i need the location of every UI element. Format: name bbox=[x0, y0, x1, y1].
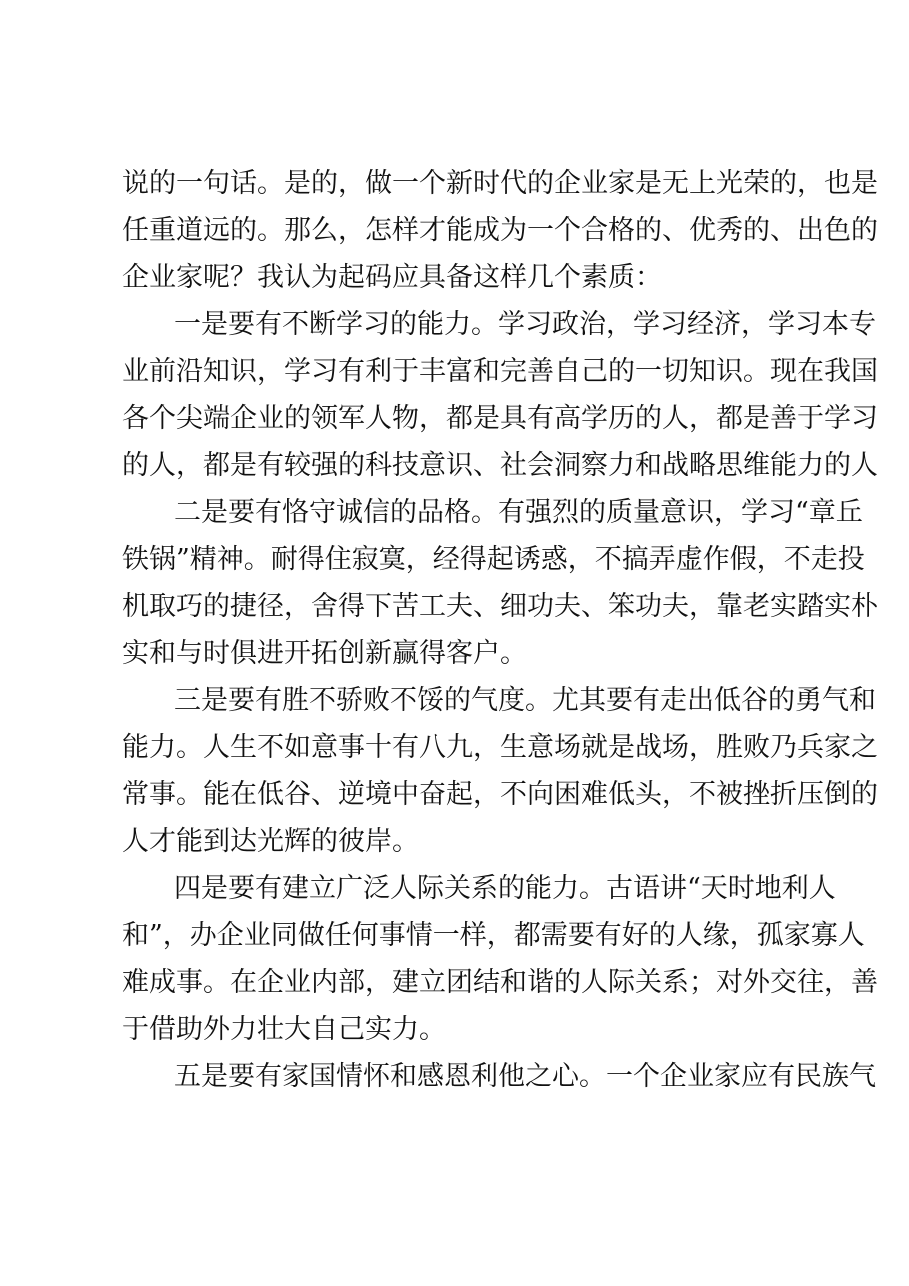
text-line: 一是要有不断学习的能力。学习政治，学习经济，学习本专 bbox=[174, 309, 876, 340]
text-line: 业前沿知识，学习有利于丰富和完善自己的一切知识。现在我国 bbox=[122, 356, 878, 387]
text-line: 五是要有家国情怀和感恩利他之心。一个企业家应有民族气 bbox=[174, 1061, 876, 1092]
text-line: 和”，办企业同做任何事情一样，都需要有好的人缘，孤家寡人 bbox=[122, 920, 865, 951]
text-line: 于借助外力壮大自己实力。 bbox=[122, 1014, 446, 1045]
text-line: 的人，都是有较强的科技意识、社会洞察力和战略思维能力的人 bbox=[122, 450, 878, 481]
paragraph bbox=[122, 301, 878, 489]
text-line: 四是要有建立广泛人际关系的能力。古语讲“天时地利人 bbox=[174, 873, 836, 904]
paragraph bbox=[122, 160, 878, 301]
text-line: 三是要有胜不骄败不馁的气度。尤其要有走出低谷的勇气和 bbox=[174, 685, 876, 716]
text-line: 二是要有恪守诚信的品格。有强烈的质量意识，学习“章丘 bbox=[174, 497, 863, 528]
text-line: 人才能到达光辉的彼岸。 bbox=[122, 826, 419, 857]
text-line: 铁锅”精神。耐得住寂寞，经得起诱惑，不搞弄虚作假，不走投 bbox=[122, 544, 865, 575]
paragraph bbox=[122, 1053, 876, 1100]
text-line: 能力。人生不如意事十有八九，生意场就是战场，胜败乃兵家之 bbox=[122, 732, 878, 763]
text-line: 企业家呢？我认为起码应具备这样几个素质： bbox=[122, 262, 662, 293]
text-line: 各个尖端企业的领军人物，都是具有高学历的人，都是善于学习 bbox=[122, 403, 878, 434]
text-line: 说的一句话。是的，做一个新时代的企业家是无上光荣的，也是 bbox=[122, 168, 878, 199]
paragraph bbox=[122, 489, 878, 677]
paragraph bbox=[122, 677, 878, 865]
text-line: 难成事。在企业内部，建立团结和谐的人际关系；对外交往，善 bbox=[122, 967, 878, 998]
body-text bbox=[122, 160, 878, 1100]
text-line: 实和与时俱进开拓创新赢得客户。 bbox=[122, 638, 527, 669]
text-line: 机取巧的捷径，舍得下苦工夫、细功夫、笨功夫，靠老实踏实朴 bbox=[122, 591, 878, 622]
paragraph bbox=[122, 865, 878, 1053]
text-line: 任重道远的。那么，怎样才能成为一个合格的、优秀的、出色的 bbox=[122, 215, 878, 246]
text-line: 常事。能在低谷、逆境中奋起，不向困难低头，不被挫折压倒的 bbox=[122, 779, 878, 810]
